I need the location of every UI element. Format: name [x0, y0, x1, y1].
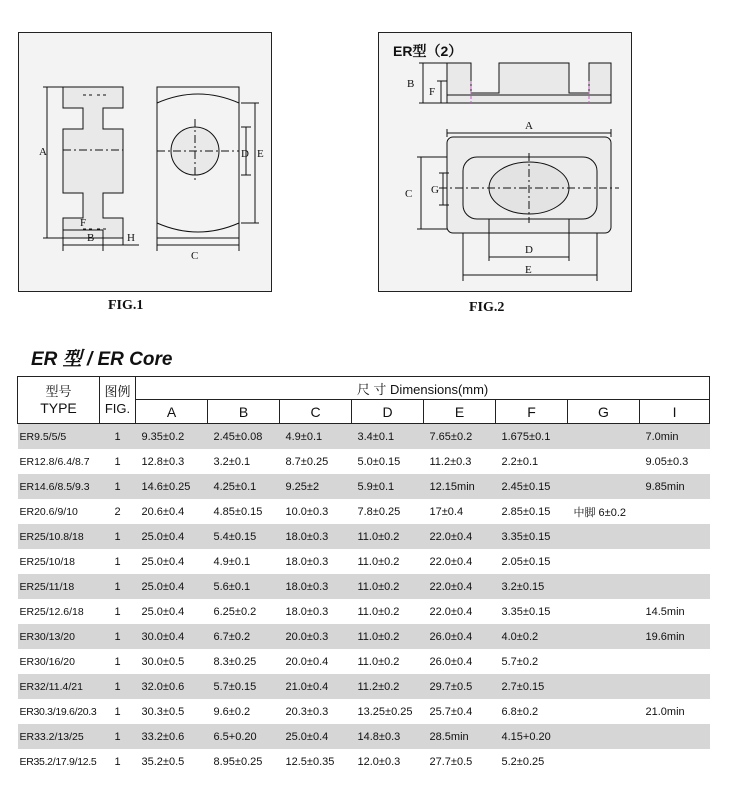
cell-type: ER9.5/5/5 [18, 424, 100, 450]
cell-f: 2.85±0.15 [496, 499, 568, 524]
cell-fig: 1 [100, 524, 136, 549]
cell-a: 33.2±0.6 [136, 724, 208, 749]
header-type-en: TYPE [40, 400, 77, 416]
cell-f: 3.2±0.15 [496, 574, 568, 599]
cell-type: ER20.6/9/10 [18, 499, 100, 524]
table-row [18, 524, 710, 549]
cell-g [568, 699, 640, 724]
cell-b: 6.25±0.2 [208, 599, 280, 624]
cell-g [568, 599, 640, 624]
header-col-g: G [568, 400, 640, 424]
figure-2-title: ER型（2） [393, 43, 463, 59]
cell-type: ER35.2/17.9/12.5 [18, 749, 100, 774]
cell-g [568, 449, 640, 474]
cell-f: 4.0±0.2 [496, 624, 568, 649]
fig1-label-a: A [39, 146, 47, 158]
cell-fig: 1 [100, 649, 136, 674]
cell-b: 2.45±0.08 [208, 424, 280, 450]
figure-1-drawing [18, 32, 272, 292]
cell-a: 30.0±0.4 [136, 624, 208, 649]
cell-g [568, 624, 640, 649]
cell-i: 9.85min [640, 474, 710, 499]
cell-a: 30.3±0.5 [136, 699, 208, 724]
cell-type: ER12.8/6.4/8.7 [18, 449, 100, 474]
cell-a: 25.0±0.4 [136, 549, 208, 574]
cell-c: 20.0±0.3 [280, 624, 352, 649]
cell-i [640, 749, 710, 774]
cell-e: 26.0±0.4 [424, 624, 496, 649]
cell-g [568, 749, 640, 774]
cell-a: 25.0±0.4 [136, 574, 208, 599]
cell-fig: 1 [100, 624, 136, 649]
cell-a: 35.2±0.5 [136, 749, 208, 774]
cell-g [568, 649, 640, 674]
cell-e: 7.65±0.2 [424, 424, 496, 450]
cell-a: 30.0±0.5 [136, 649, 208, 674]
er-core-dimensions-table [17, 376, 710, 774]
cell-fig: 1 [100, 574, 136, 599]
cell-d: 14.8±0.3 [352, 724, 424, 749]
cell-type: ER25/10.8/18 [18, 524, 100, 549]
cell-b: 4.85±0.15 [208, 499, 280, 524]
cell-a: 12.8±0.3 [136, 449, 208, 474]
cell-b: 6.7±0.2 [208, 624, 280, 649]
cell-i [640, 649, 710, 674]
cell-d: 7.8±0.25 [352, 499, 424, 524]
header-col-e: E [424, 400, 496, 424]
cell-i [640, 574, 710, 599]
cell-fig: 1 [100, 424, 136, 450]
table-row [18, 549, 710, 574]
cell-c: 18.0±0.3 [280, 549, 352, 574]
table-row [18, 674, 710, 699]
cell-e: 27.7±0.5 [424, 749, 496, 774]
cell-i [640, 674, 710, 699]
cell-b: 4.25±0.1 [208, 474, 280, 499]
table-row [18, 624, 710, 649]
cell-g [568, 474, 640, 499]
table-row [18, 749, 710, 774]
cell-type: ER30/16/20 [18, 649, 100, 674]
cell-i: 19.6min [640, 624, 710, 649]
cell-d: 13.25±0.25 [352, 699, 424, 724]
cell-fig: 1 [100, 724, 136, 749]
cell-b: 9.6±0.2 [208, 699, 280, 724]
cell-d: 11.0±0.2 [352, 524, 424, 549]
cell-f: 2.45±0.15 [496, 474, 568, 499]
cell-f: 2.2±0.1 [496, 449, 568, 474]
fig2-label-f: F [429, 86, 436, 98]
cell-type: ER25/12.6/18 [18, 599, 100, 624]
fig2-label-b: B [407, 78, 415, 90]
fig2-label-g: G [431, 184, 439, 196]
cell-type: ER32/11.4/21 [18, 674, 100, 699]
cell-a: 25.0±0.4 [136, 524, 208, 549]
cell-c: 8.7±0.25 [280, 449, 352, 474]
cell-f: 3.35±0.15 [496, 524, 568, 549]
cell-i [640, 549, 710, 574]
table-row [18, 474, 710, 499]
fig1-label-d: D [241, 148, 249, 160]
table-row [18, 424, 710, 450]
cell-i: 14.5min [640, 599, 710, 624]
cell-g [568, 549, 640, 574]
section-title: ER 型 / ER Core [31, 349, 173, 370]
cell-i: 21.0min [640, 699, 710, 724]
cell-b: 4.9±0.1 [208, 549, 280, 574]
cell-e: 22.0±0.4 [424, 524, 496, 549]
table-body [18, 424, 710, 775]
cell-fig: 1 [100, 599, 136, 624]
fig1-label-h: H [127, 232, 135, 244]
cell-c: 25.0±0.4 [280, 724, 352, 749]
header-col-f: F [496, 400, 568, 424]
cell-c: 18.0±0.3 [280, 574, 352, 599]
cell-c: 20.0±0.4 [280, 649, 352, 674]
cell-b: 6.5+0.20 [208, 724, 280, 749]
table-row [18, 574, 710, 599]
cell-e: 17±0.4 [424, 499, 496, 524]
cell-f: 4.15+0.20 [496, 724, 568, 749]
cell-c: 18.0±0.3 [280, 524, 352, 549]
cell-type: ER25/11/18 [18, 574, 100, 599]
header-type [18, 377, 100, 424]
cell-b: 8.3±0.25 [208, 649, 280, 674]
cell-fig: 1 [100, 474, 136, 499]
cell-c: 18.0±0.3 [280, 599, 352, 624]
cell-f: 5.2±0.25 [496, 749, 568, 774]
cell-f: 5.7±0.2 [496, 649, 568, 674]
figure-1-svg [19, 33, 271, 291]
cell-d: 5.0±0.15 [352, 449, 424, 474]
cell-g [568, 724, 640, 749]
table-row [18, 724, 710, 749]
cell-d: 11.0±0.2 [352, 649, 424, 674]
cell-i [640, 524, 710, 549]
cell-c: 12.5±0.35 [280, 749, 352, 774]
cell-a: 25.0±0.4 [136, 599, 208, 624]
fig1-label-c: C [191, 250, 199, 262]
cell-c: 9.25±2 [280, 474, 352, 499]
fig1-label-e: E [257, 148, 264, 160]
cell-type: ER25/10/18 [18, 549, 100, 574]
cell-g [568, 574, 640, 599]
cell-e: 11.2±0.3 [424, 449, 496, 474]
cell-e: 29.7±0.5 [424, 674, 496, 699]
cell-type: ER14.6/8.5/9.3 [18, 474, 100, 499]
table-row [18, 499, 710, 524]
cell-d: 11.2±0.2 [352, 674, 424, 699]
header-type-cn: 型号 [45, 384, 72, 399]
cell-c: 21.0±0.4 [280, 674, 352, 699]
header-fig-en: FIG. [104, 401, 131, 416]
cell-e: 22.0±0.4 [424, 599, 496, 624]
cell-b: 5.4±0.15 [208, 524, 280, 549]
table-row [18, 649, 710, 674]
header-col-a: A [136, 400, 208, 424]
header-col-d: D [352, 400, 424, 424]
cell-a: 14.6±0.25 [136, 474, 208, 499]
table-row [18, 599, 710, 624]
cell-b: 5.6±0.1 [208, 574, 280, 599]
cell-c: 20.3±0.3 [280, 699, 352, 724]
cell-a: 20.6±0.4 [136, 499, 208, 524]
cell-d: 5.9±0.1 [352, 474, 424, 499]
cell-i: 9.05±0.3 [640, 449, 710, 474]
cell-fig: 1 [100, 699, 136, 724]
cell-i [640, 724, 710, 749]
cell-e: 22.0±0.4 [424, 549, 496, 574]
cell-i [640, 499, 710, 524]
figure-2-caption: FIG.2 [469, 300, 505, 315]
fig1-label-b: B [87, 232, 95, 244]
cell-i: 7.0min [640, 424, 710, 450]
figure-2-drawing [378, 32, 632, 292]
cell-b: 5.7±0.15 [208, 674, 280, 699]
fig2-label-a: A [525, 120, 533, 132]
fig2-label-e: E [525, 264, 532, 276]
cell-e: 26.0±0.4 [424, 649, 496, 674]
cell-fig: 2 [100, 499, 136, 524]
cell-fig: 1 [100, 549, 136, 574]
cell-b: 8.95±0.25 [208, 749, 280, 774]
cell-d: 11.0±0.2 [352, 549, 424, 574]
cell-e: 22.0±0.4 [424, 574, 496, 599]
table-row [18, 449, 710, 474]
cell-d: 11.0±0.2 [352, 574, 424, 599]
cell-f: 2.05±0.15 [496, 549, 568, 574]
cell-type: ER33.2/13/25 [18, 724, 100, 749]
cell-a: 32.0±0.6 [136, 674, 208, 699]
cell-c: 10.0±0.3 [280, 499, 352, 524]
cell-e: 25.7±0.4 [424, 699, 496, 724]
cell-d: 11.0±0.2 [352, 599, 424, 624]
cell-f: 1.675±0.1 [496, 424, 568, 450]
cell-d: 3.4±0.1 [352, 424, 424, 450]
cell-c: 4.9±0.1 [280, 424, 352, 450]
cell-f: 6.8±0.2 [496, 699, 568, 724]
cell-g [568, 674, 640, 699]
cell-type: ER30/13/20 [18, 624, 100, 649]
header-col-i: I [640, 400, 710, 424]
table-row [18, 699, 710, 724]
figure-1-caption: FIG.1 [108, 298, 144, 313]
figure-2-svg [379, 33, 631, 291]
fig2-label-d: D [525, 244, 533, 256]
cell-g [568, 524, 640, 549]
cell-fig: 1 [100, 674, 136, 699]
cell-e: 12.15min [424, 474, 496, 499]
cell-g: 中脚 6±0.2 [568, 499, 640, 524]
header-fig [100, 377, 136, 424]
cell-b: 3.2±0.1 [208, 449, 280, 474]
cell-e: 28.5min [424, 724, 496, 749]
header-fig-cn: 图例 [104, 384, 131, 399]
cell-d: 11.0±0.2 [352, 624, 424, 649]
header-col-c: C [280, 400, 352, 424]
cell-a: 9.35±0.2 [136, 424, 208, 450]
cell-g [568, 424, 640, 450]
cell-f: 3.35±0.15 [496, 599, 568, 624]
cell-type: ER30.3/19.6/20.3 [18, 699, 100, 724]
cell-fig: 1 [100, 449, 136, 474]
cell-d: 12.0±0.3 [352, 749, 424, 774]
fig1-label-f: F [80, 217, 87, 229]
header-col-b: B [208, 400, 280, 424]
cell-f: 2.7±0.15 [496, 674, 568, 699]
header-dimensions: 尺 寸 Dimensions(mm) [136, 377, 710, 400]
cell-fig: 1 [100, 749, 136, 774]
fig2-label-c: C [405, 188, 413, 200]
